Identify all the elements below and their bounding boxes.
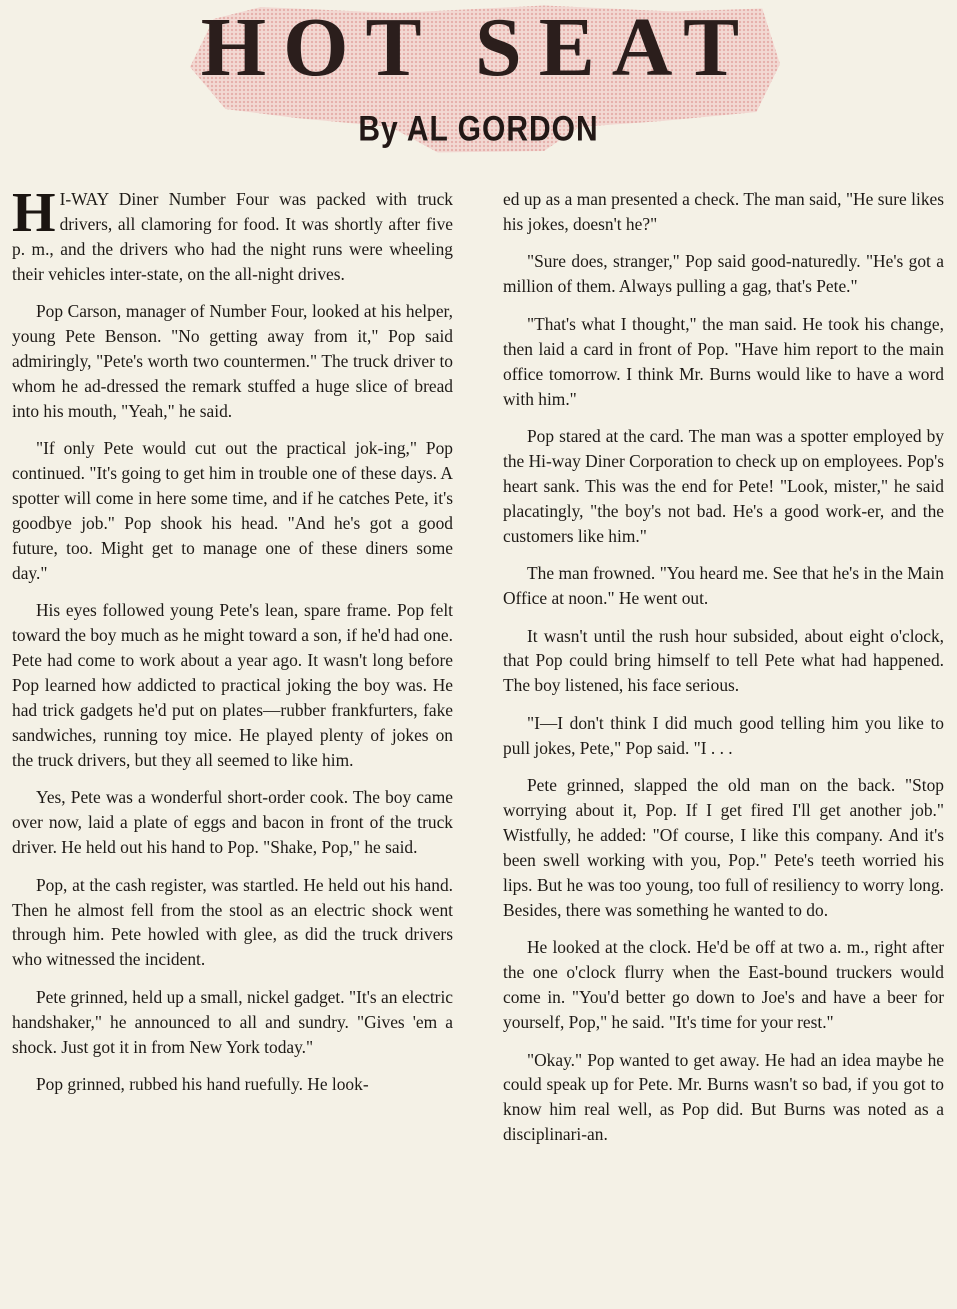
story-paragraph: The man frowned. "You heard me. See that he's in the Main Office at noon." He went out. [503, 563, 944, 609]
story-paragraph: Pop stared at the card. The man was a spotter employed by the Hi-way Diner Corporation to check up on employees. Pop's heart sank. This was the end for Pete! "Look, mister," he said placatingly, "the boy's not bad. He's a good work-er, and the customers like him." [503, 426, 944, 546]
story-paragraph: "I—I don't think I did much good telling him you like to pull jokes, Pete," Pop said. "I . . . [503, 712, 944, 758]
story-paragraph: It wasn't until the rush hour subsided, about eight o'clock, that Pop could bring himself to tell Pete what had happened. The boy listened, his face serious. [503, 625, 944, 696]
story-paragraph: Yes, Pete was a wonderful short-order cook. The boy came over now, laid a plate of eggs and bacon in front of the truck driver. He held out his hand to Pop. "Shake, Pop," he said. [12, 787, 453, 858]
story-paragraph: Pete grinned, held up a small, nickel gadget. "It's an electric handshaker," he announced to all and sundry. "Gives 'em a shock. Just got it in from New York today." [12, 986, 453, 1057]
story-paragraph: He looked at the clock. He'd be off at two a. m., right after the one o'clock flurry when the East-bound truckers would come in. "You'd better go down to Joe's and have a beer for yourself, Pop," he said. "It's time for your rest." [503, 937, 944, 1033]
story-paragraph: Pete grinned, slapped the old man on the back. "Stop worrying about it, Pop. If I get fired I'll get another job." Wistfully, he added: "Of course, I like this company. And it's been swell working with you, Pop." Pete's teeth worried his lips. But he was too young, too full of resiliency to worry long. Besides, there was something he wanted to do. [503, 775, 944, 920]
story-paragraph: Pop grinned, rubbed his hand ruefully. He look- [36, 1074, 369, 1095]
story-title: HOT SEAT [200, 1, 757, 94]
story-paragraph: Pop, at the cash register, was startled. He held out his hand. Then he almost fell from the stool as an electric shock went through him. Pete howled with glee, as did the truck drivers who witnessed the incident. [12, 874, 453, 970]
story-paragraph: "That's what I thought," the man said. He took his change, then laid a card in front of Pop. "Have him report to the main office tomorrow. I think Mr. Burns would like to have a word with him." [503, 313, 944, 409]
left-column [12, 182, 453, 1110]
story-paragraph: His eyes followed young Pete's lean, spare frame. Pop felt toward the boy much as he might toward a son, if he'd had one. Pete had come to work about a year ago. It wasn't long before Pop learned how addicted to practical joking the boy was. He had trick gadgets he'd put on plates—rubber frankfurters, fake sandwiches, running toy mice. He played plenty of jokes on the truck drivers, but they all seemed to like him. [12, 600, 453, 770]
story-paragraph: "Sure does, stranger," Pop said good-naturedly. "He's got a million of them. Always pulling a gag, that's Pete." [503, 251, 944, 297]
story-paragraph: Pop Carson, manager of Number Four, looked at his helper, young Pete Benson. "No getting away from it," Pop said admiringly, "Pete's worth two countermen." The truck driver to whom he ad-dressed the remark stuffed a huge slice of bread into his mouth, "Yeah," he said. [12, 301, 453, 421]
right-column [503, 187, 944, 1160]
drop-cap: H [12, 182, 56, 244]
story-paragraph: "Okay." Pop wanted to get away. He had an idea maybe he could speak up for Pete. Mr. Burns wasn't so bad, if you got to know him real well, as Pop did. But Burns was noted as a disciplinari-an. [503, 1049, 944, 1145]
story-paragraph: ed up as a man presented a check. The man said, "He sure likes his jokes, doesn't he?" [503, 189, 944, 234]
byline: By AL GORDON [358, 109, 599, 149]
story-paragraph: H I-WAY Diner Number Four was packed with truck drivers, all clamoring for food. It was shortly after five p. m., and the drivers who had the night runs were wheeling their vehicles inter-state, on the all-night drives. [12, 182, 453, 284]
story-paragraph: "If only Pete would cut out the practical jok-ing," Pop continued. "It's going to get him in trouble one of these days. A spotter will come in here some time, and if he catches Pete, it's goodbye job." Pop shook his head. "And he's got a good future, too. Might get to manage one of these diners some day." [12, 438, 453, 583]
